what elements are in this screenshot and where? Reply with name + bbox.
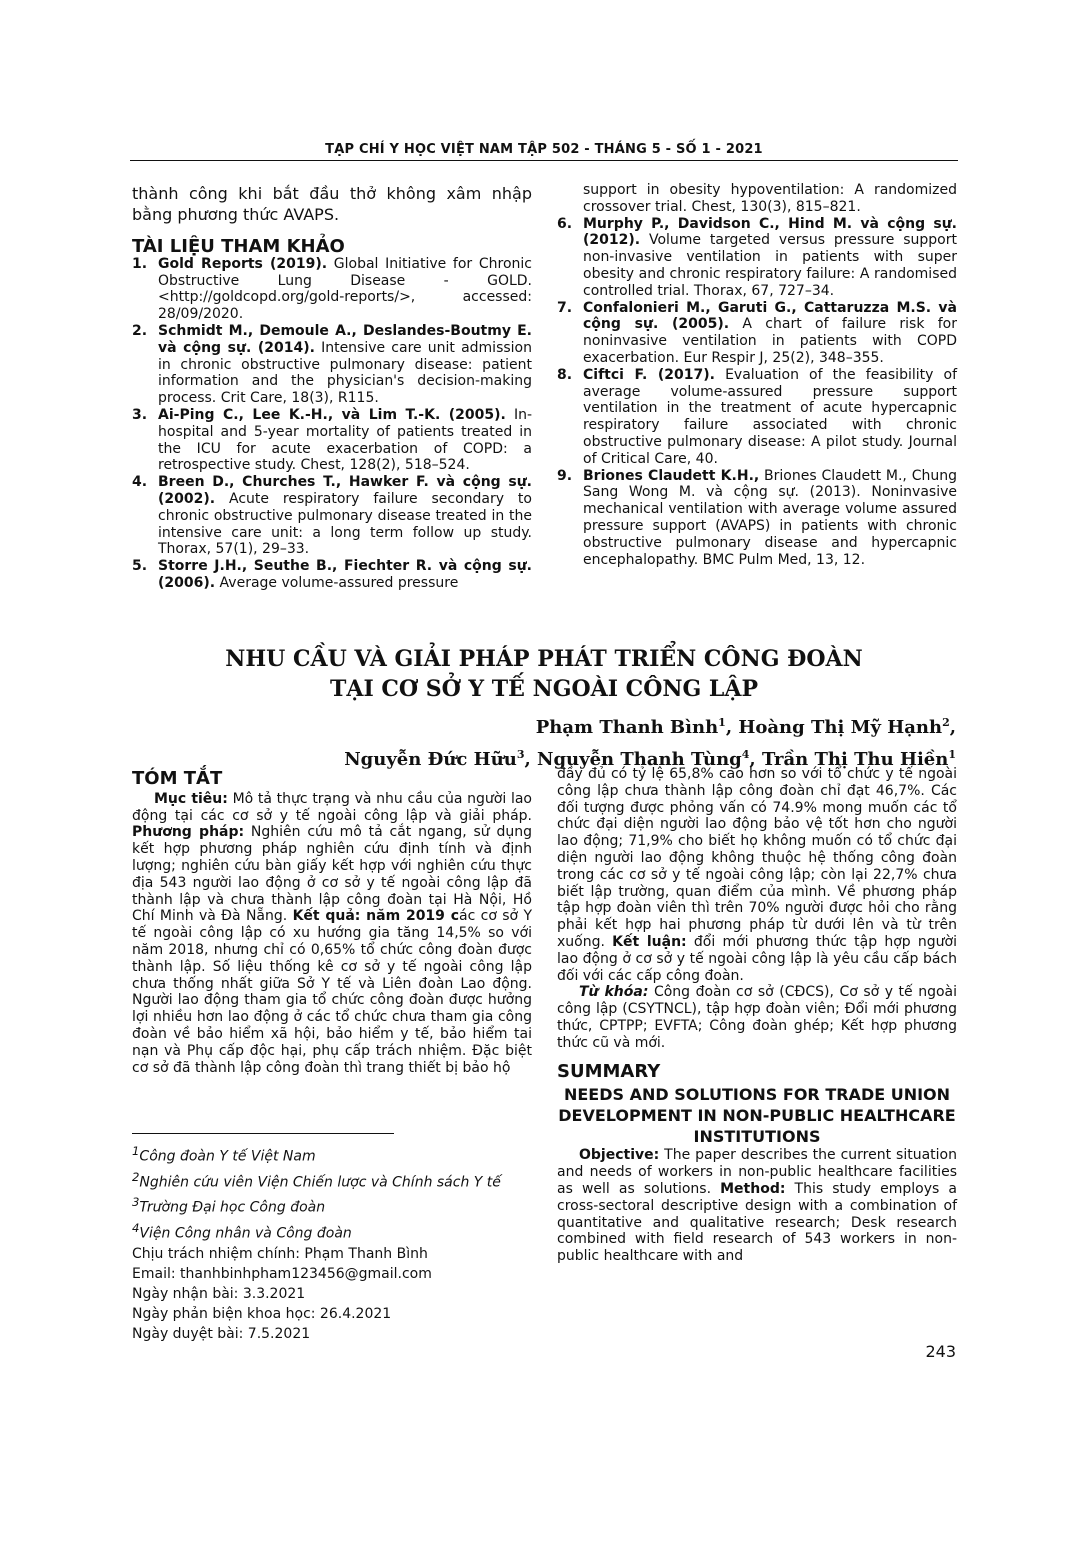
reference-item (557, 367, 957, 468)
left-column-top (132, 183, 532, 592)
reference-text: Average volume-assured pressure (215, 574, 459, 591)
author-affiliation-marker: 1 (948, 748, 956, 761)
reference-number: 7. (557, 299, 573, 316)
affiliation-footnote (132, 1218, 532, 1244)
reference-authors: Schmidt M., Demoule A., Deslandes-Boutmy E. và cộng sự. (2014). (158, 322, 532, 356)
right-column-top (557, 182, 957, 568)
responsible-author: Chịu trách nhiệm chính: Phạm Thanh Bình (132, 1245, 428, 1262)
author-name: , Nguyễn Thanh Tùng (524, 749, 742, 770)
author-name: , Trần Thị Thu Hiền (749, 749, 949, 770)
article-title (130, 644, 958, 704)
abstract-paragraph (132, 791, 532, 1077)
affiliation-footnote (132, 1141, 532, 1167)
method-label: Phương pháp: (132, 824, 245, 841)
reference-text: In-hospital and 5-year mortality of patients treated in the ICU for acute exacerbation of COPD: a retrospective study. Chest, 128(2), 518–524. (158, 406, 532, 474)
reference-number: 4. (132, 474, 148, 491)
affiliation-number: 1 (132, 1144, 140, 1158)
references-list-right (557, 182, 957, 568)
reference-text: Acute respiratory failure secondary to chronic obstructive pulmonary disease treated in the intensive care unit: a long term follow up study. Thorax, 57(1), 29–33. (158, 490, 532, 558)
result-label: Kết quả: năm 2019 c (292, 908, 459, 925)
author-affiliation-marker: 1 (718, 716, 726, 729)
affiliation-number: 3 (132, 1195, 140, 1210)
author-name: , Hoàng Thị Mỹ Hạnh (725, 717, 943, 738)
keywords (557, 984, 957, 1051)
author-name: , (949, 717, 956, 738)
reference-item (132, 474, 532, 558)
references-title: TÀI LIỆU THAM KHẢO (132, 236, 345, 257)
abstract-right (557, 766, 957, 1265)
abstract-title: TÓM TẮT (132, 768, 223, 789)
accepted-date: Ngày duyệt bài: 7.5.2021 (132, 1325, 311, 1342)
reference-number: 3. (132, 406, 148, 423)
conclusion-text: đổi mới phương thức tập hợp người lao động ở cơ sở y tế ngoài công lập là yêu cầu cấp bách đối với các cấp công đoàn. (557, 933, 957, 984)
reference-authors: Ai-Ping C., Lee K.-H., và Lim T.-K. (2005). (158, 406, 506, 423)
reference-item (132, 558, 532, 592)
reference-item (557, 182, 957, 216)
author-line-1 (344, 709, 956, 741)
article-title-line1: NHU CẦU VÀ GIẢI PHÁP PHÁT TRIỂN CÔNG ĐOÀN (225, 646, 863, 672)
reference-item (557, 216, 957, 300)
footnotes (132, 1141, 532, 1344)
result-text: ác cơ sở Y tế ngoài công lập có xu hướng gia tăng 14,5% so với năm 2018, nhưng chỉ có 0,65% tổ chức công đoàn được thành lập. Số liệu thống kê cơ sở y tế ngoài công lập chưa thống nhất giữa Sở Y tế và Liên đoàn Lao động. Người lao động tham gia tổ chức công đoàn được hưởng lợi nhiều hơn lao động ở các tổ chức chưa tham gia công đoàn về bảo hiểm xã hội, bảo hiểm y tế, bảo hiểm tai nạn và Phụ cấp độc hại, phụ cấp trách nhiệm. Đặc biệt cơ sở đã thành lập công đoàn thì trang thiết bị bảo hộ (132, 908, 532, 1076)
objective-text: Mô tả thực trạng và nhu cầu của người lao động tại các cơ sở y tế ngoài công lập và giải pháp. (132, 790, 532, 824)
reference-text: Briones Claudett M., Chung Sang Wong M. và cộng sự. (2013). Noninvasive mechanical ventilation with average volume assured pressure support (AVAPS) in patients with chronic obstructive pulmonary disease and hypercapnic encephalopathy. BMC Pulm Med, 13, 12. (583, 467, 957, 568)
author-name: Nguyễn Đức Hữu (344, 749, 517, 770)
header-rule (130, 160, 958, 161)
reference-number: 1. (132, 255, 148, 272)
reference-authors: Breen D., Churches T., Hawker F. và cộng sự. (2002). (158, 474, 532, 507)
review-date: Ngày phản biện khoa học: 26.4.2021 (132, 1305, 392, 1322)
affiliation-number: 2 (132, 1169, 140, 1184)
reference-item (557, 300, 957, 367)
reference-authors: Ciftci F. (2017). (583, 366, 715, 383)
reference-authors: Murphy P., Davidson C., Hind M. và cộng sự. (2012). (583, 215, 957, 249)
summary-objective-label: Objective: (579, 1147, 660, 1164)
reference-number: 9. (557, 467, 573, 484)
reference-item (132, 407, 532, 474)
objective-label: Mục tiêu: (154, 790, 228, 807)
reference-text: Evaluation of the feasibility of average volume-assured pressure support ventilation in the treatment of acute hypercapnic respiratory failure associated with chronic obstructive pulmonary disease: A pilot study. Journal of Critical Care, 40. (583, 366, 958, 467)
reference-text: Intensive care unit admission in chronic obstructive pulmonary disease: patient information and the physician's decision-making process. Crit Care, 18(3), R115. (158, 339, 532, 407)
affiliations (132, 1141, 532, 1244)
author-affiliation-marker: 4 (741, 748, 750, 761)
keywords-label: Từ khóa: (579, 984, 649, 1001)
affiliation-number: 4 (132, 1220, 140, 1235)
keywords-text: Công đoàn cơ sở (CĐCS), Cơ sở y tế ngoài công lập (CSYTNCL), tập hợp đoàn viên; Đổi mới phương thức, CPTPP; EVFTA; Công đoàn ghép; Kết hợp phương thức cũ và mới. (557, 984, 957, 1051)
intro-paragraph: thành công khi bắt đầu thở không xâm nhập bằng phương thức AVAPS. (132, 184, 532, 224)
summary-paragraph (557, 1147, 957, 1265)
page-number: 243 (925, 1342, 956, 1361)
reference-text: Volume targeted versus pressure support non-invasive ventilation in patients with super obesity and chronic respiratory failure: A randomised controlled trial. Thorax, 67, 727–34. (583, 232, 957, 299)
reference-authors: Storre J.H., Seuthe B., Fiechter R. và cộng sự. (2006). (158, 558, 532, 591)
affiliation-text: Trường Đại học Công đoàn (139, 1199, 326, 1216)
reference-number: 6. (557, 215, 573, 232)
reference-item (557, 468, 957, 569)
summary-objective-text: The paper describes the current situation and needs of workers in non-public healthcare facilities as well as solutions. (557, 1147, 957, 1197)
abstract-left (132, 768, 532, 1076)
author-affiliation-marker: 3 (516, 748, 525, 761)
reference-text: A chart of failure risk for noninvasive ventilation in patients with COPD exacerbation. Eur Respir J, 25(2), 348–355. (583, 316, 957, 366)
received-date: Ngày nhận bài: 3.3.2021 (132, 1285, 306, 1302)
summary-method-text: This study employs a cross-sectoral descriptive design with a combination of quantitative and qualitative research; Desk research combined with field research of 543 workers in non-public healthcare with and (557, 1180, 957, 1265)
reference-item (132, 256, 532, 323)
references-list-left (132, 256, 532, 592)
summary-title: SUMMARY (557, 1060, 661, 1082)
method-text: Nghiên cứu mô tả cắt ngang, sử dụng kết hợp phương pháp nghiên cứu định tính và định lượng; nghiên cứu bàn giấy kết hợp với nghiên cứu thực địa 543 người lao động ở cơ sở y tế ngoài công lập đã thành lập và chưa thành lập công đoàn tại Hà Nội, Hồ Chí Minh và Đà Nẵng. (132, 824, 532, 925)
abstract-right-text: đầy đủ có tỷ lệ 65,8% cao hơn so với tổ chức y tế ngoài công lập chưa thành lập công đoàn chỉ đạt 46,7%. Các đối tượng được phỏng vấn có 74.9% mong muốn các tổ chức đại diện người lao động bảo vệ tốt hơn cho người lao động; 71,9% cho biết họ không muốn có tổ chức đại diện người lao động không thuộc hệ thống công đoàn trong các cơ sở y tế ngoài công lập; còn lại 22,7% chưa biết lập trường, quan điểm của mình. Về phương pháp tập hợp đoàn viên thì trên 70% người được hỏi cho rằng phải kết hợp hai phương pháp từ dưới lên và từ trên xuống. (557, 766, 957, 950)
affiliation-footnote (132, 1167, 532, 1193)
affiliation-text: Công đoàn Y tế Việt Nam (139, 1148, 316, 1165)
article-title-line2: TẠI CƠ SỞ Y TẾ NGOÀI CÔNG LẬP (330, 676, 758, 702)
author-list (344, 709, 956, 773)
reference-number: 2. (132, 322, 148, 339)
author-affiliation-marker: 2 (942, 716, 950, 729)
abstract-continued (557, 766, 957, 984)
reference-text: support in obesity hypoventilation: A randomized crossover trial. Chest, 130(3), 815–821. (583, 182, 957, 215)
email: Email: thanhbinhpham123456@gmail.com (132, 1265, 432, 1282)
running-header: TẠP CHÍ Y HỌC VIỆT NAM TẬP 502 - THÁNG 5 - SỐ 1 - 2021 (325, 142, 763, 157)
reference-number: 8. (557, 366, 573, 383)
reference-text: Global Initiative for Chronic Obstructive Lung Disease - GOLD. <http://goldcopd.org/gold-reports/>, accessed: 28/09/2020. (158, 255, 532, 323)
affiliation-text: Viện Công nhân và Công đoàn (139, 1225, 352, 1242)
reference-authors: Confalonieri M., Garuti G., Cattaruzza M.S. và cộng sự. (2005). (583, 299, 957, 333)
summary-method-label: Method: (720, 1180, 786, 1197)
author-name: Phạm Thanh Bình (535, 717, 719, 738)
reference-authors: Gold Reports (2019). (158, 255, 328, 272)
summary-subtitle: NEEDS AND SOLUTIONS FOR TRADE UNION DEVELOPMENT IN NON-PUBLIC HEALTHCARE INSTITUTIONS (558, 1085, 956, 1147)
footnote-rule (132, 1133, 394, 1134)
affiliation-text: Nghiên cứu viên Viện Chiến lược và Chính sách Y tế (139, 1174, 501, 1191)
affiliation-footnote (132, 1192, 532, 1218)
reference-item (132, 323, 532, 407)
reference-authors: Briones Claudett K.H., (583, 467, 760, 484)
reference-number: 5. (132, 558, 148, 575)
conclusion-label: Kết luận: (612, 933, 687, 950)
